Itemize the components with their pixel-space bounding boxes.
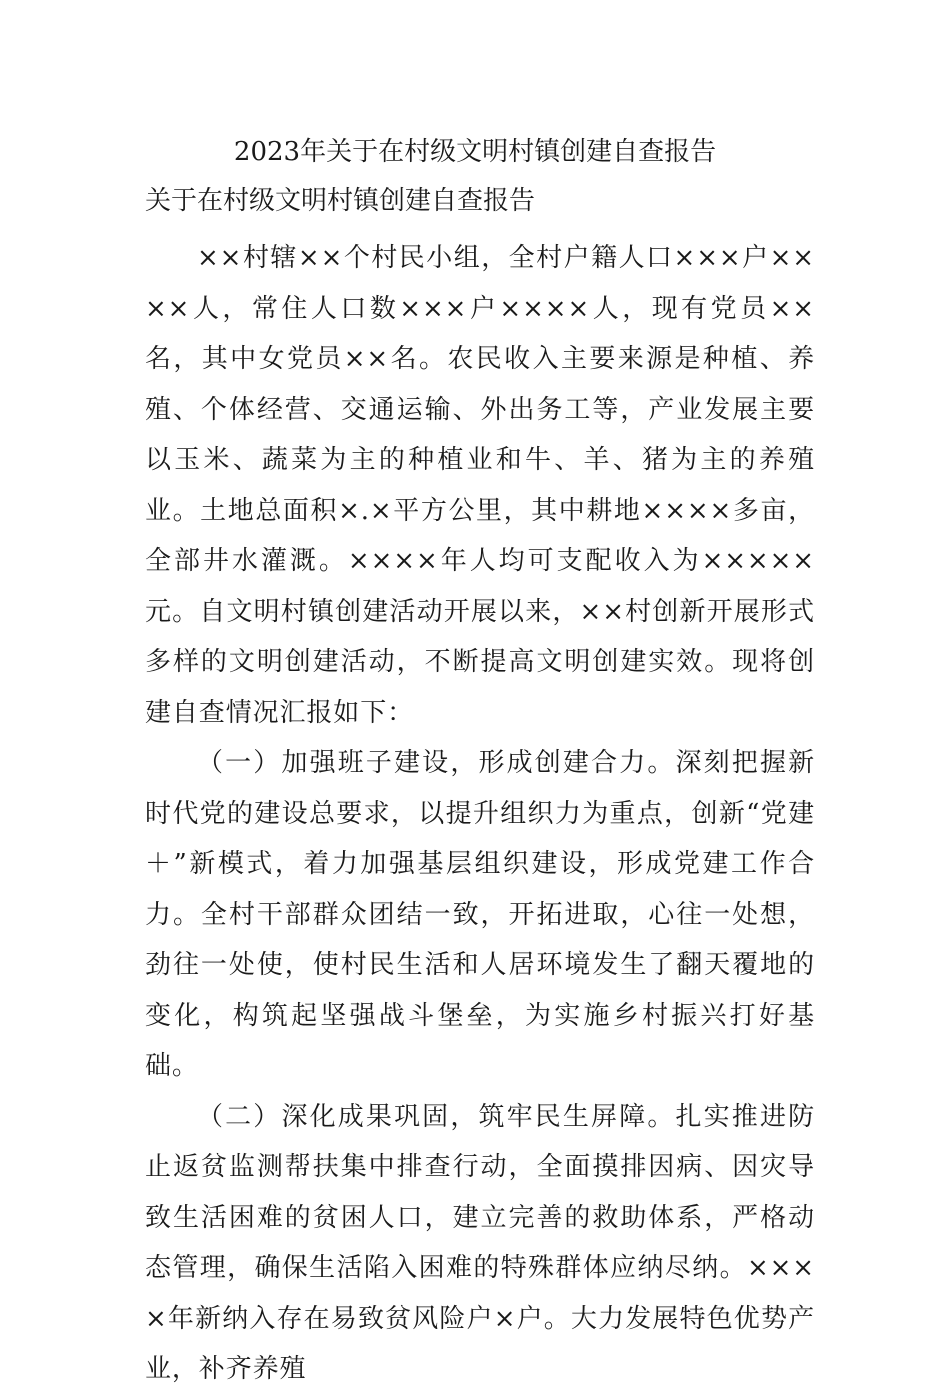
paragraph-section-2: （二）深化成果巩固，筑牢民生屏障。扎实推进防止返贫监测帮扶集中排查行动，全面摸排因病、因灾导致生活困难的贫困人口，建立完善的救助体系，严格动态管理，确保生活陷入困难的特殊群体应纳尽纳。××××年新纳入存在易致贫风险户×户。大力发展特色优势产业，补齐养殖: [145, 1101, 815, 1384]
document-body: [145, 183, 815, 1395]
paragraph-overview: ××村辖××个村民小组，全村户籍人口×××户××××人，常住人口数×××户××××人，现有党员××名，其中女党员××名。农民收入主要来源是种植、养殖、个体经营、交通运输、外出务工等，产业发展主要以玉米、蔬菜为主的种植业和牛、羊、猪为主的养殖业。土地总面积×.×平方公里，其中耕地××××多亩，全部井水灌溉。××××年人均可支配收入为×××××元。自文明村镇创建活动开展以来，××村创新开展形式多样的文明创建活动，不断提高文明创建实效。现将创建自查情况汇报如下：: [145, 243, 815, 728]
document-title: 2023年关于在村级文明村镇创建自查报告: [233, 137, 717, 167]
paragraph-section-1: （一）加强班子建设，形成创建合力。深刻把握新时代党的建设总要求，以提升组织力为重点，创新“党建＋”新模式，着力加强基层组织建设，形成党建工作合力。全村干部群众团结一致，开拓进取，心往一处想，劲往一处使，使村民生活和人居环境发生了翻天覆地的变化，构筑起坚强战斗堡垒，为实施乡村振兴打好基础。: [145, 748, 815, 1081]
document-subtitle: 关于在村级文明村镇创建自查报告: [145, 186, 536, 216]
